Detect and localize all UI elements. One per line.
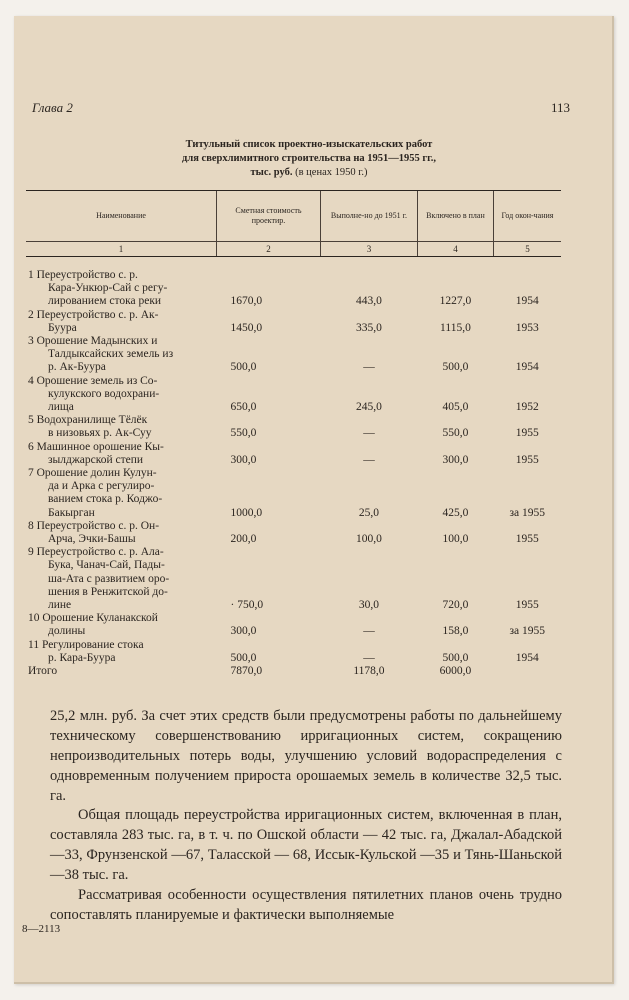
- project-name-line: Бука, Чанач-Сай, Пады-: [48, 559, 165, 572]
- table-row: [26, 335, 561, 375]
- col-number: 3: [321, 242, 418, 257]
- plan-cell: 300,0: [442, 453, 469, 466]
- project-name-cell: [26, 520, 217, 546]
- project-name-line: 7 Орошение долин Кулун-: [28, 467, 157, 480]
- project-name-line: Бакырган: [48, 506, 95, 519]
- header-cost: Сметная стоимость проектир.: [217, 191, 321, 242]
- year-cell: 1953: [515, 321, 539, 334]
- table-body: [26, 257, 561, 679]
- table-row: [26, 414, 561, 440]
- project-name-line: ванием стока р. Коджо-: [48, 493, 163, 506]
- project-name-line: 6 Машинное орошение Кы-: [28, 440, 164, 453]
- project-name-line: Буура: [48, 321, 77, 334]
- plan-cell: 158,0: [442, 625, 469, 638]
- chapter-header: Глава 2: [32, 100, 73, 115]
- col-number: 5: [493, 242, 561, 257]
- project-name-line: 8 Переустройство с. р. Он-: [28, 519, 160, 532]
- paragraph-3: [50, 885, 562, 925]
- done-cell: —: [363, 453, 375, 466]
- table-title: [74, 138, 544, 180]
- project-name-line: в низовьях р. Ак-Суу: [48, 427, 152, 440]
- project-name-line: Итого: [28, 665, 58, 678]
- project-name-line: лища: [48, 401, 74, 414]
- plan-cell: 500,0: [442, 651, 469, 664]
- cost-cell: 650,0: [230, 401, 257, 414]
- title-line-3: [74, 166, 544, 180]
- printer-signature: 8—2113: [22, 923, 61, 935]
- year-cell: 1954: [515, 651, 539, 664]
- plan-cell: 720,0: [442, 599, 469, 612]
- project-name-line: 4 Орошение земель из Со-: [28, 374, 158, 387]
- done-cell: 443,0: [356, 295, 382, 308]
- project-name-line: лированием стока реки: [48, 295, 162, 308]
- cost-cell: 500,0: [230, 651, 257, 664]
- project-name-cell: [26, 375, 217, 415]
- project-name-cell: [26, 546, 217, 612]
- project-name-cell: [26, 639, 217, 665]
- done-cell: —: [363, 651, 375, 664]
- done-cell: 245,0: [356, 401, 382, 414]
- cost-cell: 7870,0: [230, 665, 263, 678]
- project-name-line: Талдыксайских земель из: [48, 348, 174, 361]
- year-cell: [493, 665, 561, 678]
- paragraph-1: [50, 706, 562, 806]
- year-cell: за 1955: [509, 625, 545, 638]
- project-name-line: зылджарской степи: [48, 453, 144, 466]
- project-name-line: долины: [48, 625, 86, 638]
- project-name-line: лине: [48, 599, 72, 612]
- year-cell: 1955: [515, 599, 539, 612]
- header-year: Год окон-чания: [493, 191, 561, 242]
- year-cell: 1955: [515, 427, 539, 440]
- cost-cell: 300,0: [230, 453, 257, 466]
- project-name-cell: [26, 612, 217, 638]
- paragraph-text: Рассматривая особенности осуществления пятилетних планов очень трудно сопоставлять планируемые и фактически выполняемые: [50, 887, 562, 923]
- title-prices-note: (в ценах 1950 г.): [292, 167, 368, 178]
- year-cell: 1952: [515, 401, 539, 414]
- project-name-cell: [26, 335, 217, 375]
- cost-cell: 550,0: [230, 427, 257, 440]
- project-name-cell: [26, 665, 217, 678]
- year-cell: 1955: [515, 533, 539, 546]
- project-name-line: 3 Орошение Мадынских и: [28, 335, 158, 348]
- done-cell: —: [363, 361, 375, 374]
- table-row: [26, 639, 561, 665]
- header-name: Наименование: [26, 191, 217, 242]
- col-number: 2: [217, 242, 321, 257]
- project-name-line: да и Арка с регулиро-: [48, 480, 155, 493]
- project-name-line: шения в Ренжитской до-: [48, 585, 168, 598]
- project-name-cell: [26, 441, 217, 467]
- done-cell: —: [363, 625, 375, 638]
- cost-cell: 1450,0: [230, 321, 263, 334]
- header-done: Выполне-но до 1951 г.: [321, 191, 418, 242]
- year-cell: 1955: [515, 453, 539, 466]
- project-name-line: ша-Ата с развитием оро-: [48, 572, 170, 585]
- table-column-numbers: [26, 242, 561, 257]
- year-cell: за 1955: [509, 506, 545, 519]
- table-row: [26, 467, 561, 520]
- title-line-2: для сверхлимитного строительства на 1951—1955 гг.,: [182, 153, 436, 164]
- project-name-line: 11 Регулирование стока: [28, 638, 144, 651]
- plan-cell: 1227,0: [439, 295, 472, 308]
- project-name-cell: [26, 257, 217, 309]
- project-name-line: 10 Орошение Куланакской: [28, 612, 158, 625]
- plan-cell: 500,0: [442, 361, 469, 374]
- project-name-line: 2 Переустройство с. р. Ак-: [28, 308, 159, 321]
- done-cell: 335,0: [356, 321, 382, 334]
- project-name-cell: [26, 309, 217, 335]
- done-cell: —: [363, 427, 375, 440]
- project-name-line: 9 Переустройство с. р. Ала-: [28, 546, 164, 559]
- col-number: 1: [26, 242, 217, 257]
- project-name-line: 5 Водохранилище Тёлёк: [28, 414, 148, 427]
- paragraph-2: [50, 805, 562, 885]
- plan-cell: 1115,0: [440, 321, 471, 334]
- plan-cell: 6000,0: [439, 665, 472, 678]
- cost-cell: 200,0: [230, 533, 257, 546]
- title-line-1: Титульный список проектно-изыскательских работ: [185, 139, 433, 150]
- year-cell: 1954: [515, 295, 539, 308]
- project-name-line: р. Ак-Буура: [48, 361, 106, 374]
- header-plan: Включено в план: [417, 191, 493, 242]
- project-name-line: Кара-Ункюр-Сай с регу-: [48, 282, 168, 295]
- title-units: тыс. руб.: [250, 167, 293, 178]
- year-cell: 1954: [515, 361, 539, 374]
- plan-cell: 550,0: [442, 427, 469, 440]
- paragraph-text: 25,2 млн. руб. За счет этих средств были предусмотрены работы по дальнейшему техническому совершенствованию ирригационных систем, сокращению непроизводительных потерь воды, улучшению условий водораспределения с одновременным получением прироста орошаемых земель в количестве 32,5 тыс. га.: [50, 708, 562, 804]
- project-name-cell: [26, 467, 217, 520]
- cost-cell: 1670,0: [230, 295, 263, 308]
- table-row: [26, 309, 561, 335]
- project-name-line: кулукского водохрани-: [48, 387, 160, 400]
- table-row: [26, 665, 561, 678]
- col-number: 4: [417, 242, 493, 257]
- table-header-row: [26, 191, 561, 242]
- table-row: [26, 520, 561, 546]
- table-row: [26, 612, 561, 638]
- plan-cell: 405,0: [442, 401, 469, 414]
- done-cell: 100,0: [356, 533, 382, 546]
- project-name-line: Арча, Эчки-Башы: [48, 533, 136, 546]
- table-row: [26, 546, 561, 612]
- done-cell: 25,0: [358, 506, 380, 519]
- table-row: [26, 441, 561, 467]
- plan-cell: 425,0: [442, 506, 469, 519]
- page-number: 113: [550, 100, 570, 115]
- table-row: [26, 375, 561, 415]
- project-name-cell: [26, 414, 217, 440]
- plan-cell: 100,0: [442, 533, 469, 546]
- project-name-line: р. Кара-Буура: [48, 651, 116, 664]
- project-list-table: [26, 190, 561, 678]
- cost-cell: · 750,0: [230, 599, 264, 612]
- table-row: [26, 257, 561, 309]
- cost-cell: 300,0: [230, 625, 257, 638]
- done-cell: 30,0: [358, 599, 380, 612]
- done-cell: 1178,0: [353, 665, 385, 678]
- project-name-line: 1 Переустройство с. р.: [28, 269, 138, 281]
- cost-cell: 1000,0: [230, 506, 263, 519]
- paragraph-text: Общая площадь переустройства ирригационных систем, включенная в план, составляла 283 тыс. га, в т. ч. по Ошской области — 42 тыс. га, Джалал-Абадской —33, Фрунзенской —67, Таласской — 68, Иссык-Кульской —35 и Тянь-Шаньской —38 тыс. га.: [50, 807, 562, 883]
- cost-cell: 500,0: [230, 361, 257, 374]
